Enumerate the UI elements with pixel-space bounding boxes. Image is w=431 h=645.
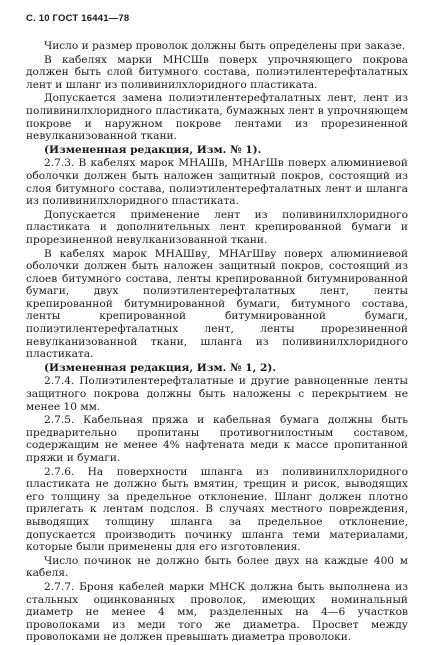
paragraph: 2.7.5. Кабельная пряжа и кабельная бумага должны быть предварительно пропитаны противогнилостным составом, содержащим не менее 4% нафтената меди к массе пропитанной пряжи и бумаги. [26,414,408,464]
paragraph: Допускается применение лент из поливинилхлоридного пластиката и дополнительных лент крепированной бумаги и прорезиненной невулканизованной ткани. [26,208,408,246]
paragraph: 2.7.4. Полиэтилентерефталатные и другие равноценные ленты защитного покрова должны быть наложены с перекрытием не менее 10 мм. [26,375,408,413]
paragraph: В кабелях марки МНСШв поверх упрочняющего покрова должен быть слой битумного состава, полиэтилентерефталатных лент и шланг из поливинилхлоридного пластиката. [26,53,408,91]
paragraph: 2.7.6. На поверхности шланга из поливинилхлоридного пластиката не должно быть вмятин, трещин и рисок, выводящих его толщину за предельное отклонение. Шланг должен плотно прилегать к лентам подслоя. В случаях местного повреждения, выводящих толщину шланга за предельное отклонение, допускается производить починку шланга теми материалами, которые были применены для его изготовления. [26,465,408,554]
paragraph: Число починок не должно быть более двух на каждые 400 м кабеля. [26,554,408,580]
paragraph: Число и размер проволок должны быть определены при заказе. [44,40,406,52]
paragraph: Допускается замена полиэтилентерефталатных лент, лент из поливинилхлоридного пластиката, бумажных лент в упрочняющем покрове и наружном покрове лентами из прорезиненной невулканизованной ткани. [26,92,408,143]
paragraph: 2.7.3. В кабелях марок МНАШв, МНАгШв поверх алюминиевой оболочки должен быть наложен защитный покров, состоящий из слоя битумного состава, полиэтилентерефталатных лент и шланга из поливинилхлоридного пластиката. [26,157,408,208]
page-header: С. 10 ГОСТ 16441—78 [26,13,130,24]
paragraph: В кабелях марок МНАШву, МНАгШву поверх алюминиевой оболочки должен быть наложен защитный покров, состоящий из слоев битумного состава, ленты крепированной битумнированной бумаги, двух полиэтилентерефталатных лент, ленты крепированной битумнированной бумаги, битумного состава, ленты крепированной битумнированной бумаги, полиэтилентерефталатных лент, ленты прорезиненной невулканизованной ткани, шланга из поливинилхлоридного пластиката. [26,247,408,361]
document-body [26,40,408,645]
revision-note: (Измененная редакция, Изм. № 1). [44,143,262,156]
revision-note: (Измененная редакция, Изм. № 1, 2). [44,361,277,374]
paragraph: 2.7.7. Броня кабелей марки МНСК должна быть выполнена из стальных оцинкованных проволок, имеющих номинальный диаметр не менее 4 мм, разделенных на 4—6 участков проволоками из меди того же диаметра. Просвет между проволоками не должен превышать диаметра проволоки. [26,580,408,644]
